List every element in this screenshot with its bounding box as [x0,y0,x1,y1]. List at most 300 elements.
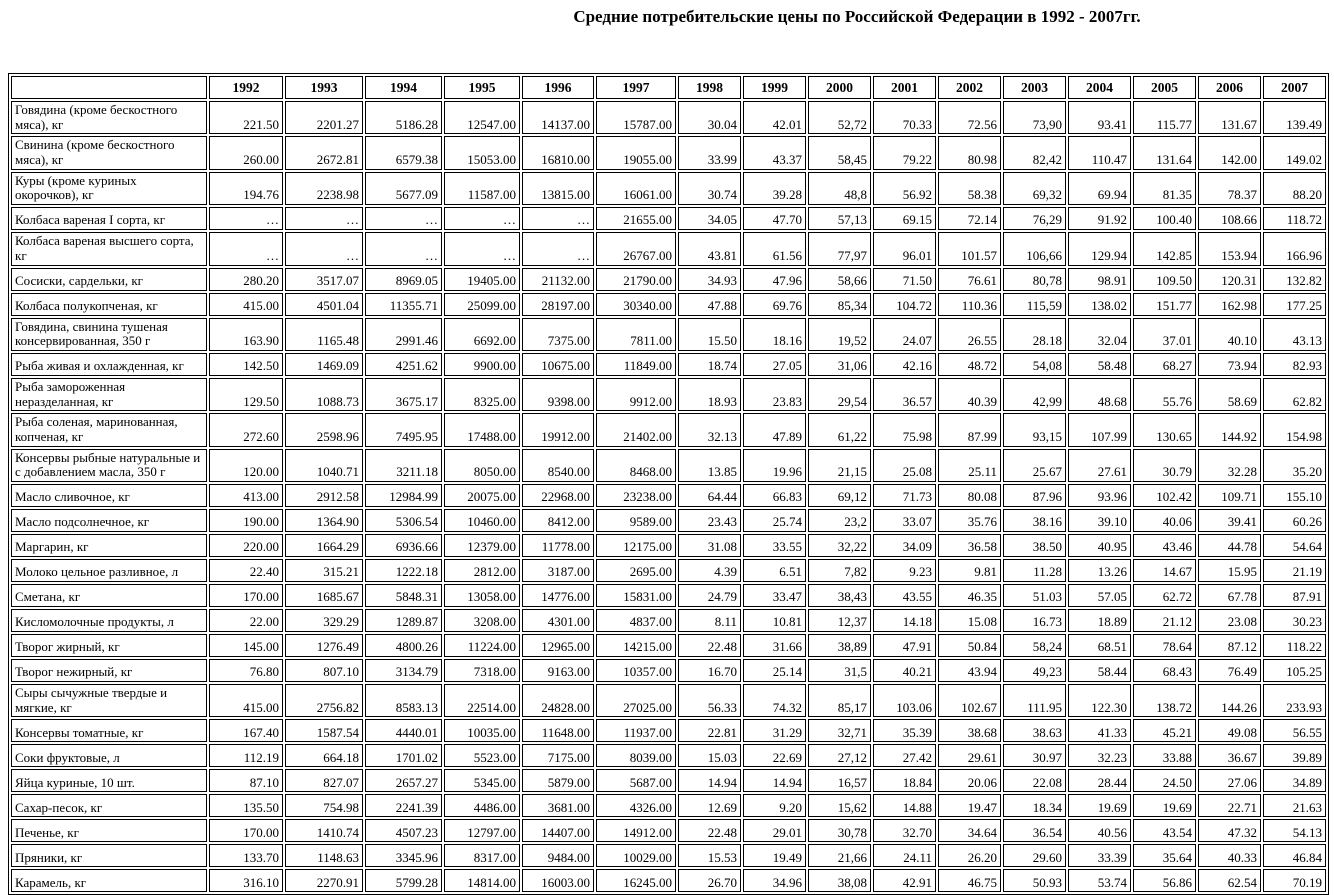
price-cell: 12,37 [808,609,871,632]
table-row [11,509,1326,532]
price-cell: 46.35 [938,584,1001,607]
price-cell: 22.48 [678,634,741,657]
price-cell: 27.61 [1068,449,1131,482]
price-cell: 2201.27 [285,101,363,134]
price-cell: 58.69 [1198,378,1261,411]
table-row [11,232,1326,265]
price-cell: 7318.00 [444,659,520,682]
price-cell: 16.73 [1003,609,1066,632]
price-cell: 1410.74 [285,819,363,842]
price-cell: 9484.00 [522,844,594,867]
price-cell: 43.13 [1263,318,1326,351]
price-cell: 109.71 [1198,484,1261,507]
price-cell: 827.07 [285,769,363,792]
table-row [11,659,1326,682]
price-cell: 69,32 [1003,172,1066,205]
price-cell: 31,5 [808,659,871,682]
price-cell: 21790.00 [596,268,676,291]
price-cell: 56.33 [678,684,741,717]
price-cell: 19.47 [938,794,1001,817]
table-row [11,318,1326,351]
table-row [11,719,1326,742]
price-cell: 6692.00 [444,318,520,351]
price-cell: 43.46 [1133,534,1196,557]
table-row [11,769,1326,792]
price-cell: 149.02 [1263,136,1326,169]
price-cell: 25.14 [743,659,806,682]
price-cell: 21,15 [808,449,871,482]
price-cell: 16,57 [808,769,871,792]
price-cell: 30.74 [678,172,741,205]
price-cell: 87.10 [209,769,283,792]
price-cell: 80.08 [938,484,1001,507]
price-cell: 33.55 [743,534,806,557]
price-cell: 68.51 [1068,634,1131,657]
price-cell: 17488.00 [444,413,520,446]
price-cell: 2812.00 [444,559,520,582]
table-row [11,268,1326,291]
table-row [11,584,1326,607]
price-cell: 11.28 [1003,559,1066,582]
price-cell: 30.79 [1133,449,1196,482]
price-cell: 31.29 [743,719,806,742]
price-cell: 80,78 [1003,268,1066,291]
price-cell: 139.49 [1263,101,1326,134]
price-cell: 34.89 [1263,769,1326,792]
price-cell: 75.98 [873,413,936,446]
price-cell: 58,24 [1003,634,1066,657]
price-cell: 21.63 [1263,794,1326,817]
price-cell: 28.44 [1068,769,1131,792]
price-cell: 7375.00 [522,318,594,351]
price-cell: 19.69 [1068,794,1131,817]
price-cell: 154.98 [1263,413,1326,446]
price-cell: 8969.05 [365,268,442,291]
price-cell: 52,72 [808,101,871,134]
price-cell: 40.56 [1068,819,1131,842]
price-cell: 43.54 [1133,819,1196,842]
price-cell: 132.82 [1263,268,1326,291]
price-cell: 36.58 [938,534,1001,557]
row-label: Пряники, кг [11,844,207,867]
price-cell: 170.00 [209,819,283,842]
price-cell: 14.67 [1133,559,1196,582]
row-label: Кисломолочные продукты, л [11,609,207,632]
price-cell: 50.84 [938,634,1001,657]
price-cell: 415.00 [209,293,283,316]
price-cell: 19055.00 [596,136,676,169]
price-cell: 144.26 [1198,684,1261,717]
price-cell: 4507.23 [365,819,442,842]
row-label: Сосиски, сардельки, кг [11,268,207,291]
table-row [11,484,1326,507]
price-cell: 142.85 [1133,232,1196,265]
price-cell: 9912.00 [596,378,676,411]
price-cell: 48.68 [1068,378,1131,411]
price-cell: 85,17 [808,684,871,717]
table-row [11,136,1326,169]
price-cell: 23.83 [743,378,806,411]
price-cell: 26.20 [938,844,1001,867]
row-label: Консервы рыбные натуральные и с добавлением масла, 350 г [11,449,207,482]
price-cell: 24.07 [873,318,936,351]
price-cell: 2241.39 [365,794,442,817]
price-cell: 115,59 [1003,293,1066,316]
price-cell: 11849.00 [596,353,676,376]
year-header: 2003 [1003,76,1066,99]
year-header: 1997 [596,76,676,99]
price-cell: 13.85 [678,449,741,482]
price-cell: 21655.00 [596,207,676,230]
table-row [11,794,1326,817]
price-cell: 26.55 [938,318,1001,351]
price-cell: 4326.00 [596,794,676,817]
table-row [11,378,1326,411]
price-cell: … [365,207,442,230]
price-cell: 23.08 [1198,609,1261,632]
price-cell: 25.67 [1003,449,1066,482]
price-cell: 98.91 [1068,268,1131,291]
price-cell: 170.00 [209,584,283,607]
row-label: Рыба соленая, маринованная, копченая, кг [11,413,207,446]
price-cell: 120.31 [1198,268,1261,291]
price-cell: 42.16 [873,353,936,376]
row-label: Творог нежирный, кг [11,659,207,682]
price-cell: 49,23 [1003,659,1066,682]
table-row [11,634,1326,657]
price-cell: 27.42 [873,744,936,767]
price-cell: 47.32 [1198,819,1261,842]
price-cell: 87.12 [1198,634,1261,657]
price-cell: 142.00 [1198,136,1261,169]
year-header: 2004 [1068,76,1131,99]
price-cell: 4486.00 [444,794,520,817]
price-cell: 58,66 [808,268,871,291]
price-cell: 14776.00 [522,584,594,607]
year-header: 2000 [808,76,871,99]
price-cell: 35.39 [873,719,936,742]
header-row [11,76,1326,99]
price-cell: 14814.00 [444,869,520,892]
price-cell: 8.11 [678,609,741,632]
price-cell: 49.08 [1198,719,1261,742]
table-row [11,609,1326,632]
price-cell: 2238.98 [285,172,363,205]
price-cell: 50.93 [1003,869,1066,892]
price-cell: 14.94 [743,769,806,792]
price-cell: 85,34 [808,293,871,316]
price-cell: 48.72 [938,353,1001,376]
price-cell: 6936.66 [365,534,442,557]
price-cell: 13815.00 [522,172,594,205]
price-cell: 12379.00 [444,534,520,557]
price-cell: 23238.00 [596,484,676,507]
price-cell: 18.16 [743,318,806,351]
price-cell: 19,52 [808,318,871,351]
price-cell: 25.74 [743,509,806,532]
price-cell: 7,82 [808,559,871,582]
price-cell: 35.20 [1263,449,1326,482]
price-cell: 109.50 [1133,268,1196,291]
price-cell: 44.78 [1198,534,1261,557]
price-cell: 27.05 [743,353,806,376]
price-cell: 47.88 [678,293,741,316]
row-label: Свинина (кроме бескостного мяса), кг [11,136,207,169]
price-cell: 81.35 [1133,172,1196,205]
price-cell: 82,42 [1003,136,1066,169]
price-cell: 39.89 [1263,744,1326,767]
price-cell: 73.94 [1198,353,1261,376]
price-cell: 56.86 [1133,869,1196,892]
price-cell: 1685.67 [285,584,363,607]
price-cell: 1148.63 [285,844,363,867]
price-cell: 78.64 [1133,634,1196,657]
price-cell: 38.63 [1003,719,1066,742]
price-cell: 87.91 [1263,584,1326,607]
price-cell: 16003.00 [522,869,594,892]
price-cell: 5799.28 [365,869,442,892]
price-cell: 46.84 [1263,844,1326,867]
price-cell: 3187.00 [522,559,594,582]
price-cell: 73,90 [1003,101,1066,134]
row-label: Молоко цельное разливное, л [11,559,207,582]
price-cell: 1040.71 [285,449,363,482]
price-cell: 43.55 [873,584,936,607]
price-cell: 38,08 [808,869,871,892]
price-cell: 10.81 [743,609,806,632]
price-cell: … [522,232,594,265]
price-cell: 54,08 [1003,353,1066,376]
price-cell: 101.57 [938,232,1001,265]
price-cell: 8050.00 [444,449,520,482]
price-cell: 76,29 [1003,207,1066,230]
price-cell: 14.18 [873,609,936,632]
price-cell: 32,71 [808,719,871,742]
corner-cell [11,76,207,99]
price-cell: 57,13 [808,207,871,230]
price-cell: 41.33 [1068,719,1131,742]
price-cell: 4440.01 [365,719,442,742]
price-cell: 1664.29 [285,534,363,557]
price-cell: 24.50 [1133,769,1196,792]
prices-table [8,73,1329,895]
table-row [11,449,1326,482]
price-cell: 129.50 [209,378,283,411]
price-cell: 4837.00 [596,609,676,632]
price-cell: … [444,232,520,265]
price-cell: 166.96 [1263,232,1326,265]
price-cell: 15.03 [678,744,741,767]
row-label: Консервы томатные, кг [11,719,207,742]
price-cell: 22.08 [1003,769,1066,792]
price-cell: 1587.54 [285,719,363,742]
price-cell: 4251.62 [365,353,442,376]
price-cell: 5306.54 [365,509,442,532]
price-cell: 33.88 [1133,744,1196,767]
price-cell: 145.00 [209,634,283,657]
price-cell: 35.64 [1133,844,1196,867]
row-label: Маргарин, кг [11,534,207,557]
price-cell: 33.99 [678,136,741,169]
price-cell: 272.60 [209,413,283,446]
price-cell: 8540.00 [522,449,594,482]
price-cell: 29.60 [1003,844,1066,867]
price-cell: 106,66 [1003,232,1066,265]
price-cell: 11778.00 [522,534,594,557]
price-cell: 3345.96 [365,844,442,867]
price-cell: 26.70 [678,869,741,892]
price-cell: 8468.00 [596,449,676,482]
price-cell: 7175.00 [522,744,594,767]
price-cell: 1165.48 [285,318,363,351]
price-cell: 194.76 [209,172,283,205]
price-cell: 8317.00 [444,844,520,867]
price-cell: 35.76 [938,509,1001,532]
price-cell: 4800.26 [365,634,442,657]
price-cell: 32.04 [1068,318,1131,351]
price-cell: 68.27 [1133,353,1196,376]
price-cell: 38.68 [938,719,1001,742]
price-cell: 15831.00 [596,584,676,607]
price-cell: 47.89 [743,413,806,446]
price-cell: 14912.00 [596,819,676,842]
year-header: 1995 [444,76,520,99]
row-label: Куры (кроме куриных окорочков), кг [11,172,207,205]
price-cell: 2991.46 [365,318,442,351]
price-cell: 42.01 [743,101,806,134]
price-cell: 26767.00 [596,232,676,265]
price-cell: 131.64 [1133,136,1196,169]
price-cell: … [365,232,442,265]
price-cell: 14.94 [678,769,741,792]
year-header: 1992 [209,76,283,99]
price-cell: 23,2 [808,509,871,532]
price-cell: 14215.00 [596,634,676,657]
table-row [11,101,1326,134]
price-cell: 54.13 [1263,819,1326,842]
price-cell: 2695.00 [596,559,676,582]
price-cell: 5523.00 [444,744,520,767]
table-row [11,172,1326,205]
price-cell: 315.21 [285,559,363,582]
row-label: Говядина (кроме бескостного мяса), кг [11,101,207,134]
price-cell: 40.21 [873,659,936,682]
price-cell: 32,22 [808,534,871,557]
price-cell: 11937.00 [596,719,676,742]
price-cell: 233.93 [1263,684,1326,717]
price-cell: 18.93 [678,378,741,411]
price-cell: 37.01 [1133,318,1196,351]
price-cell: 1701.02 [365,744,442,767]
price-cell: 11355.71 [365,293,442,316]
price-cell: 19405.00 [444,268,520,291]
price-cell: 102.42 [1133,484,1196,507]
price-cell: 77,97 [808,232,871,265]
price-cell: 21132.00 [522,268,594,291]
price-cell: … [209,232,283,265]
price-cell: 118.72 [1263,207,1326,230]
price-cell: 30.97 [1003,744,1066,767]
price-cell: 27025.00 [596,684,676,717]
price-cell: 22.48 [678,819,741,842]
price-cell: 10675.00 [522,353,594,376]
price-cell: 58,45 [808,136,871,169]
price-cell: 7495.95 [365,413,442,446]
price-cell: 36.54 [1003,819,1066,842]
price-cell: 21,66 [808,844,871,867]
price-cell: 15.53 [678,844,741,867]
table-row [11,744,1326,767]
price-cell: 61.56 [743,232,806,265]
price-cell: 329.29 [285,609,363,632]
row-label: Печенье, кг [11,819,207,842]
price-cell: 58.48 [1068,353,1131,376]
price-cell: 15053.00 [444,136,520,169]
price-cell: 40.10 [1198,318,1261,351]
price-cell: 22.40 [209,559,283,582]
price-cell: 15.95 [1198,559,1261,582]
price-cell: 10460.00 [444,509,520,532]
row-label: Колбаса вареная высшего сорта, кг [11,232,207,265]
price-cell: 19.96 [743,449,806,482]
price-cell: 155.10 [1263,484,1326,507]
price-cell: 58.38 [938,172,1001,205]
price-cell: 76.49 [1198,659,1261,682]
price-cell: 10035.00 [444,719,520,742]
price-cell: 72.14 [938,207,1001,230]
price-cell: 167.40 [209,719,283,742]
year-header: 1999 [743,76,806,99]
price-cell: 31.08 [678,534,741,557]
price-cell: 21.12 [1133,609,1196,632]
price-cell: 9163.00 [522,659,594,682]
price-cell: 100.40 [1133,207,1196,230]
year-header: 1993 [285,76,363,99]
price-cell: 32.23 [1068,744,1131,767]
price-cell: 82.93 [1263,353,1326,376]
price-cell: 316.10 [209,869,283,892]
price-cell: 144.92 [1198,413,1261,446]
price-cell: 72.56 [938,101,1001,134]
price-cell: 130.65 [1133,413,1196,446]
price-cell: 112.19 [209,744,283,767]
price-cell: 3675.17 [365,378,442,411]
price-cell: 27.06 [1198,769,1261,792]
price-cell: 38.16 [1003,509,1066,532]
price-cell: 76.80 [209,659,283,682]
table-row [11,207,1326,230]
price-cell: 22.69 [743,744,806,767]
year-header: 2001 [873,76,936,99]
price-cell: 96.01 [873,232,936,265]
price-cell: 31.66 [743,634,806,657]
price-cell: 29.61 [938,744,1001,767]
price-cell: 415.00 [209,684,283,717]
price-cell: 93.96 [1068,484,1131,507]
price-cell: 66.83 [743,484,806,507]
price-cell: 9.81 [938,559,1001,582]
price-cell: 11648.00 [522,719,594,742]
price-cell: 120.00 [209,449,283,482]
price-cell: 163.90 [209,318,283,351]
table-row [11,534,1326,557]
price-cell: 40.06 [1133,509,1196,532]
price-cell: 6.51 [743,559,806,582]
price-cell: … [522,207,594,230]
price-cell: 664.18 [285,744,363,767]
price-cell: 2657.27 [365,769,442,792]
price-cell: 24828.00 [522,684,594,717]
